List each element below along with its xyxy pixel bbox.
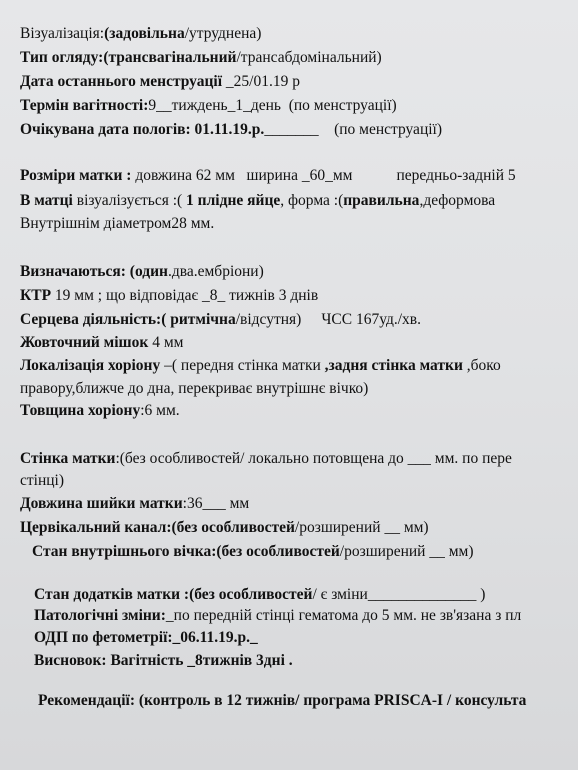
sac-diameter-line: Внутрішнім діаметром28 мм. <box>20 215 215 232</box>
uterine-wall-line: Стінка матки:(без особливостей/ локально потовщена до ___ мм. по пере <box>20 450 512 467</box>
embryo-count-line: Визначаються: (один.два.ембріони) <box>20 263 264 280</box>
due-date-line: Очікувана дата пологів: 01.11.19.р._______ (по менструації) <box>20 121 443 138</box>
lmp-line: Дата останнього менструації _25/01.19 р <box>20 73 300 90</box>
internal-os-line: Стан внутрішнього вічка:(без особливостей/розширений __ мм) <box>32 543 474 560</box>
adnexa-line: Стан додатків матки :(без особливостей/ є зміни______________ ) <box>34 586 486 603</box>
yolk-sac-line: Жовточний мішок 4 мм <box>20 334 184 351</box>
chorion-thickness-line: Товщина хоріону:6 мм. <box>20 402 180 419</box>
conclusion-line: Висновок: Вагітність _8тижнів 3дні . <box>34 652 293 669</box>
exam-type-line: Тип огляду:(трансвагінальний/трансабдомінальний) <box>20 49 382 66</box>
cervical-canal-line: Цервікальний канал:(без особливостей/розширений __ мм) <box>20 519 429 536</box>
uterus-size-line: Розміри матки : довжина 62 мм ширина _60_мм передньо-задній 5 <box>20 167 516 184</box>
uterine-wall-line-2: стінці) <box>20 472 65 489</box>
recommendations-line: Рекомендації: (контроль в 12 тижнів/ програма PRISCA-I / консульта <box>38 692 527 709</box>
crl-line: КТР 19 мм ; що відповідає _8_ тижнів 3 днів <box>20 287 319 304</box>
chorion-location-line: Локалізація хоріону –( передня стінка матки ,задня стінка матки ,боко <box>20 357 501 374</box>
cardiac-activity-line: Серцева діяльність:( ритмічна/відсутня) ЧСС 167уд./хв. <box>20 311 421 328</box>
cervix-length-line: Довжина шийки матки:36___ мм <box>20 495 250 512</box>
gestational-sac-line: В матці візуалізується :( 1 плідне яйце, форма :(правильна,деформова <box>20 192 496 209</box>
visualization-line: Візуалізація:(задовільна/утруднена) <box>20 25 262 42</box>
chorion-location-line-2: правору,ближче до дна, перекриває внутрішнє вічко) <box>20 380 369 397</box>
gestation-term-line: Термін вагітності:9__тиждень_1_день (по менструації) <box>20 97 397 114</box>
edd-fetometry-line: ОДП по фетометрії:_06.11.19.р._ <box>34 629 258 646</box>
pathology-line: Патологічні зміни:_по передній стінці гематома до 5 мм. не зв'язана з пл <box>34 607 522 624</box>
